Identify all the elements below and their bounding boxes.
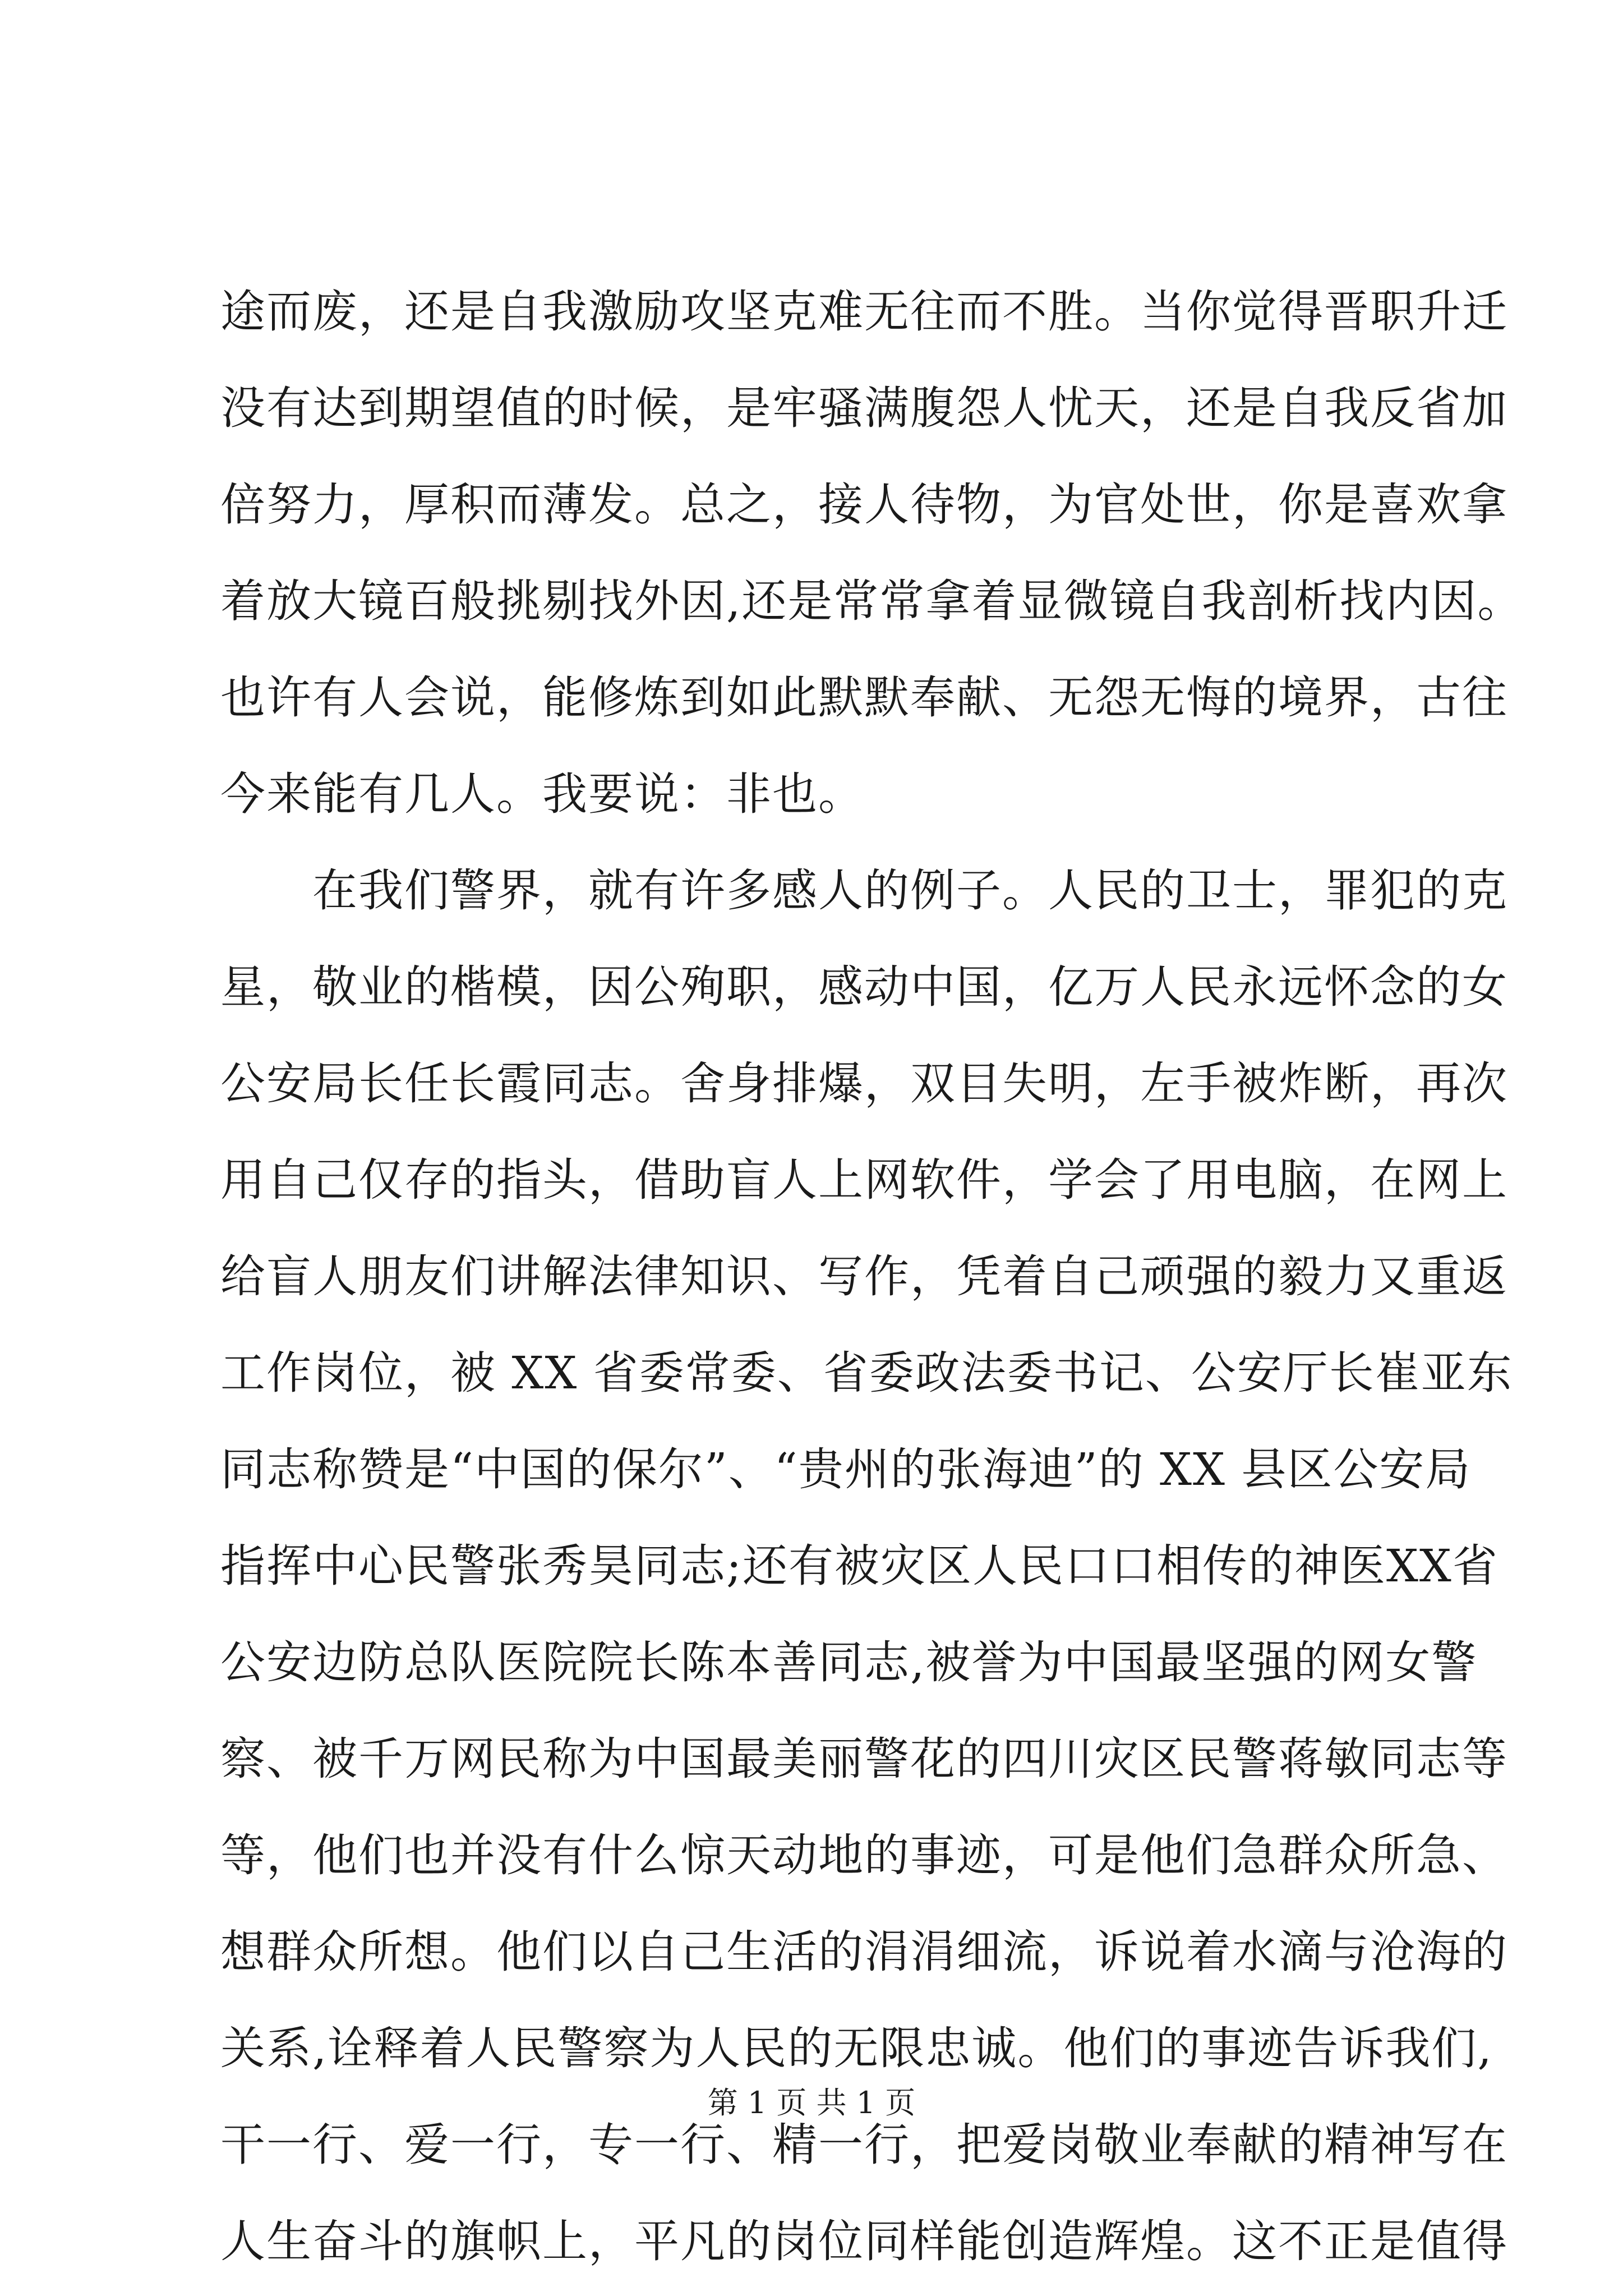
text-line: 想群众所想。他们以自己生活的涓涓细流，诉说着水滴与沧海的 xyxy=(220,1926,1508,1978)
text-line: 着放大镜百般挑剔找外因,还是常常拿着显微镜自我剖析找内因。 xyxy=(220,575,1524,627)
text-line: 星，敬业的楷模，因公殉职，感动中国，亿万人民永远怀念的女 xyxy=(220,961,1508,1013)
text-line: 关系,诠释着人民警察为人民的无限忠诚。他们的事迹告诉我们, xyxy=(220,2022,1493,2074)
text-line: 途而废，还是自我激励攻坚克难无往而不胜。当你觉得晋职升迁 xyxy=(220,286,1508,338)
text-line: 人生奋斗的旗帜上，平凡的岗位同样能创造辉煌。这不正是值得 xyxy=(220,2215,1508,2267)
text-line: 公安局长任长霞同志。舍身排爆，双目失明，左手被炸断，再次 xyxy=(220,1057,1508,1110)
text-line: 等，他们也并没有什么惊天动地的事迹，可是他们急群众所急、 xyxy=(220,1829,1508,1881)
text-line: 没有达到期望值的时候，是牢骚满腹怨人忧天，还是自我反省加 xyxy=(220,382,1508,434)
text-line: 也许有人会说，能修炼到如此默默奉献、无怨无悔的境界，古往 xyxy=(220,671,1508,724)
text-line: 工作岗位，被 XX 省委常委、省委政法委书记、公安厅长崔亚东 xyxy=(220,1347,1513,1399)
text-line: 给盲人朋友们讲解法律知识、写作，凭着自己顽强的毅力又重返 xyxy=(220,1250,1508,1303)
text-line: 察、被千万网民称为中国最美丽警花的四川灾区民警蒋敏同志等 xyxy=(220,1733,1508,1785)
text-line: 倍努力，厚积而薄发。总之，接人待物，为官处世，你是喜欢拿 xyxy=(220,478,1508,531)
text-line: 指挥中心民警张秀昊同志;还有被灾区人民口口相传的神医XX省 xyxy=(220,1540,1498,1592)
text-line: 公安边防总队医院院长陈本善同志,被誉为中国最坚强的网女警 xyxy=(220,1636,1478,1688)
text-line: 用自己仅存的指头，借助盲人上网软件，学会了用电脑，在网上 xyxy=(220,1154,1508,1206)
text-line: 今来能有几人。我要说：非也。 xyxy=(220,768,864,820)
page-footer: 第 1 页 共 1 页 xyxy=(707,2085,916,2120)
text-line: 同志称赞是“中国的保尔”、“贵州的张海迪”的 XX 县区公安局 xyxy=(220,1443,1472,1496)
text-line: 干一行、爱一行，专一行、精一行，把爱岗敬业奉献的精神写在 xyxy=(220,2119,1508,2171)
text-line: 在我们警界，就有许多感人的例子。人民的卫士，罪犯的克 xyxy=(220,864,1508,917)
body-text xyxy=(220,264,1524,2290)
